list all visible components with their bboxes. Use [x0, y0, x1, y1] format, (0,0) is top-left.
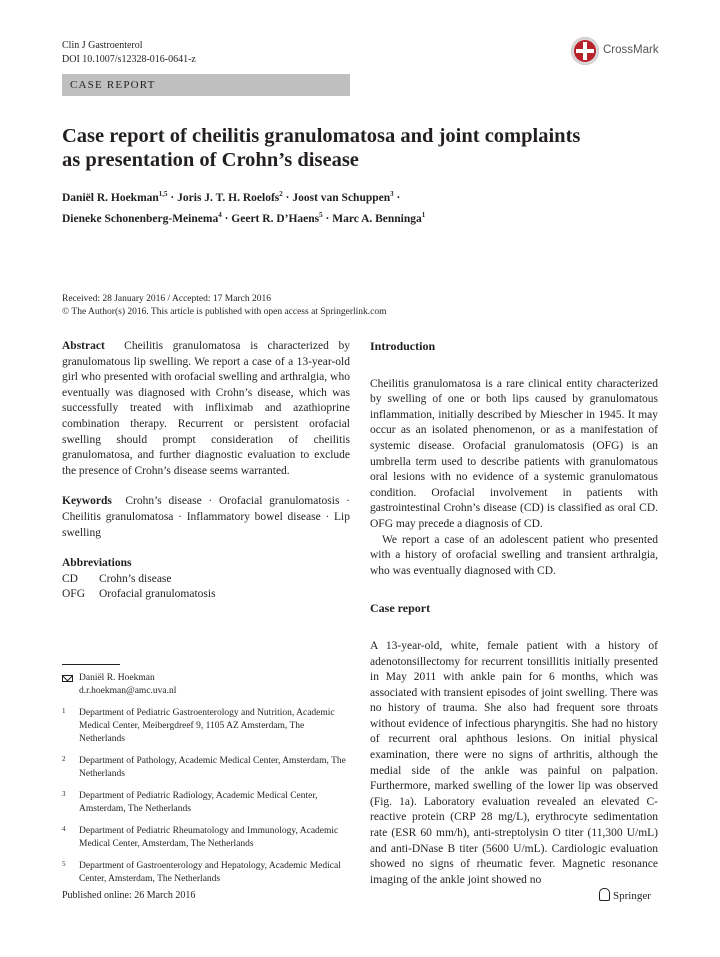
corresponding-author — [62, 672, 350, 698]
author-name: Joris J. T. H. Roelofs — [177, 191, 280, 204]
abbreviation-term: CD — [62, 572, 78, 585]
case-report-paragraph: A 13-year-old, white, female patient with a history of adenotonsillectomy for recurrent tonsillitis initially presented in May 2011 with ankle pain for 6 months, which was associated with transient episodes of joint swelling. There was no history of trauma. She also had frequent sore throats without evidence of infectious pharyngitis. She had no history of recurrent oral aphthous lesions. On initial physical examination, there were no signs of arthritis, although the medial side of the ankle was painful on palpation. Furthermore, marked swelling of the lower lip was observed (Fig. 1a). Laboratory evaluation revealed an elevated C-reactive protein (CRP 28 mg/L), erythrocyte sedimentation rate (ESR 60 mm/h), anti-streptolysin O titer (11,300 U/mL) and anti-DNase B titer (5600 U/mL). Cardiologic evaluation showed no signs of rheumatic fever. Magnetic resonance imaging of the ankle joint showed no — [370, 639, 658, 886]
affiliation-number: 3 — [62, 790, 66, 798]
affiliation-item — [62, 825, 350, 851]
keywords-label: Keywords — [62, 495, 112, 508]
abstract — [62, 339, 350, 479]
author-affiliation-mark: 3 — [390, 190, 394, 198]
abbreviations-table — [62, 572, 216, 603]
affiliation-number: 4 — [62, 825, 66, 833]
envelope-icon — [62, 675, 73, 682]
affiliation-text: Department of Pathology, Academic Medical Center, Amsterdam, The Netherlands — [79, 756, 346, 779]
author-affiliation-mark: 5 — [319, 210, 323, 219]
case-report-heading: Case report — [370, 601, 431, 616]
title-line-1: Case report of cheilitis granulomatosa and joint complaints — [62, 125, 581, 147]
introduction-paragraph: We report a case of an adolescent patient who presented with a history of orofacial swelling and transient arthralgia, who was eventually diagnosed with CD. — [370, 533, 658, 577]
affiliation-item — [62, 860, 350, 886]
author-name: Daniël R. Hoekman — [62, 191, 159, 204]
abstract-label: Abstract — [62, 340, 105, 352]
affiliation-item — [62, 755, 350, 781]
author-line-2: Dieneke Schonenberg-Meinema$^4$ · Geert R. D’Haens$^5$ · Marc A. Benninga$^1$ — [62, 210, 426, 225]
copyright-notice: © The Author(s) 2016. This article is published with open access at Springerlink.com — [62, 307, 387, 317]
affiliation-item — [62, 707, 350, 746]
author-affiliation-mark: 4 — [218, 210, 222, 219]
right-column — [370, 339, 658, 888]
publisher-name: Springer — [613, 890, 651, 902]
affiliation-number: 2 — [62, 755, 66, 763]
affiliation-text: Department of Pediatric Gastroenterology and Nutrition, Academic Medical Center, Meibergdreef 9, 1105 AZ Amsterdam, The Netherlands — [79, 708, 335, 744]
affiliation-text: Department of Gastroenterology and Hepatology, Academic Medical Center, Amsterdam, The Netherlands — [79, 861, 341, 884]
author-affiliation-mark: 1,5 — [158, 190, 168, 198]
journal-name: Clin J Gastroenterol — [62, 40, 143, 51]
crossmark-icon — [571, 37, 599, 65]
abbreviation-definition: Crohn’s disease — [99, 572, 172, 585]
article-title — [62, 124, 622, 172]
doi[interactable]: DOI 10.1007/s12328-016-0641-z — [62, 54, 196, 65]
author-name: Joost van Schuppen — [292, 191, 391, 204]
footnote-divider — [62, 664, 120, 665]
contact-name: Daniël R. Hoekman — [79, 673, 155, 683]
introduction-heading: Introduction — [370, 339, 436, 353]
affiliation-number: 1 — [62, 707, 66, 715]
published-online: Published online: 26 March 2016 — [62, 890, 196, 901]
author-name: Marc A. Benninga — [332, 212, 422, 225]
keywords-text: Crohn’s disease · Orofacial granulomatosis · Cheilitis granulomatosa · Inflammatory bowel disease · Lip swelling — [62, 495, 350, 539]
abbreviations-label: Abbreviations — [62, 557, 132, 570]
abbreviations — [62, 556, 350, 603]
abbreviation-definition: Orofacial granulomatosis — [99, 588, 216, 601]
article-type-banner: CASE REPORT — [62, 74, 350, 96]
author-name: Geert R. D’Haens — [231, 212, 320, 225]
abbreviation-row — [62, 572, 216, 588]
author-affiliation-mark: 1 — [421, 210, 426, 219]
affiliation-text: Department of Pediatric Radiology, Academic Medical Center, Amsterdam, The Netherlands — [79, 791, 318, 814]
left-column — [62, 339, 350, 603]
contact-email[interactable]: d.r.hoekman@amc.uva.nl — [79, 686, 177, 696]
affiliation-text: Department of Pediatric Rheumatology and Immunology, Academic Medical Center, Amsterdam, The Netherlands — [79, 826, 339, 849]
affiliation-number: 5 — [62, 860, 66, 868]
author-line-1: Daniël R. Hoekman$^{1,5}$ · Joris J. T. H. Roelofs$^2$ · Joost van Schuppen$^3$ · — [62, 190, 401, 204]
keywords — [62, 494, 350, 541]
abbreviation-term: OFG — [62, 588, 86, 601]
crossmark-badge[interactable] — [571, 37, 681, 67]
affiliations — [62, 707, 350, 895]
affiliation-item — [62, 790, 350, 816]
abbreviation-row — [62, 587, 216, 603]
author-name: Dieneke Schonenberg-Meinema — [62, 212, 219, 225]
article-dates — [62, 293, 387, 319]
received-accepted: Received: 28 January 2016 / Accepted: 17 March 2016 — [62, 294, 271, 304]
author-affiliation-mark: 2 — [279, 190, 283, 198]
title-line-2: as presentation of Crohn’s disease — [62, 149, 359, 171]
crossmark-label: CrossMark — [603, 44, 659, 56]
author-list — [62, 186, 662, 228]
introduction-paragraph: Cheilitis granulomatosa is a rare clinical entity characterized by swelling of one or both lips caused by granulomatous inflammation, initially described by Miescher in 1945. It may occur as an isolated phenomenon, or as a manifestation of systemic disease. Orofacial granulomatosis (OFG) is an umbrella term used to describe patients with granulomatous oral lesions with no evidence of a systemic granulomatous condition. Orofacial involvement in patients with gastrointestinal Crohn’s disease (CD) is classified as oral CD. OFG may precede a diagnosis of CD. — [370, 377, 658, 530]
publisher-logo — [599, 888, 651, 902]
springer-horse-icon — [599, 888, 610, 901]
abstract-text: Cheilitis granulomatosa is characterized by granulomatous lip swelling. We report a case of a 13-year-old girl who presented with orofacial swelling and arthralgia, who eventually was diagnosed with Crohn’s disease, which was successfully treated with infliximab and azathioprine combination therapy. Recurrent or persistent orofacial swelling should prompt consideration of cheilitis granulomatosa, and further diagnostic evaluation to exclude the presence of Crohn’s disease seems warranted. — [62, 340, 350, 477]
